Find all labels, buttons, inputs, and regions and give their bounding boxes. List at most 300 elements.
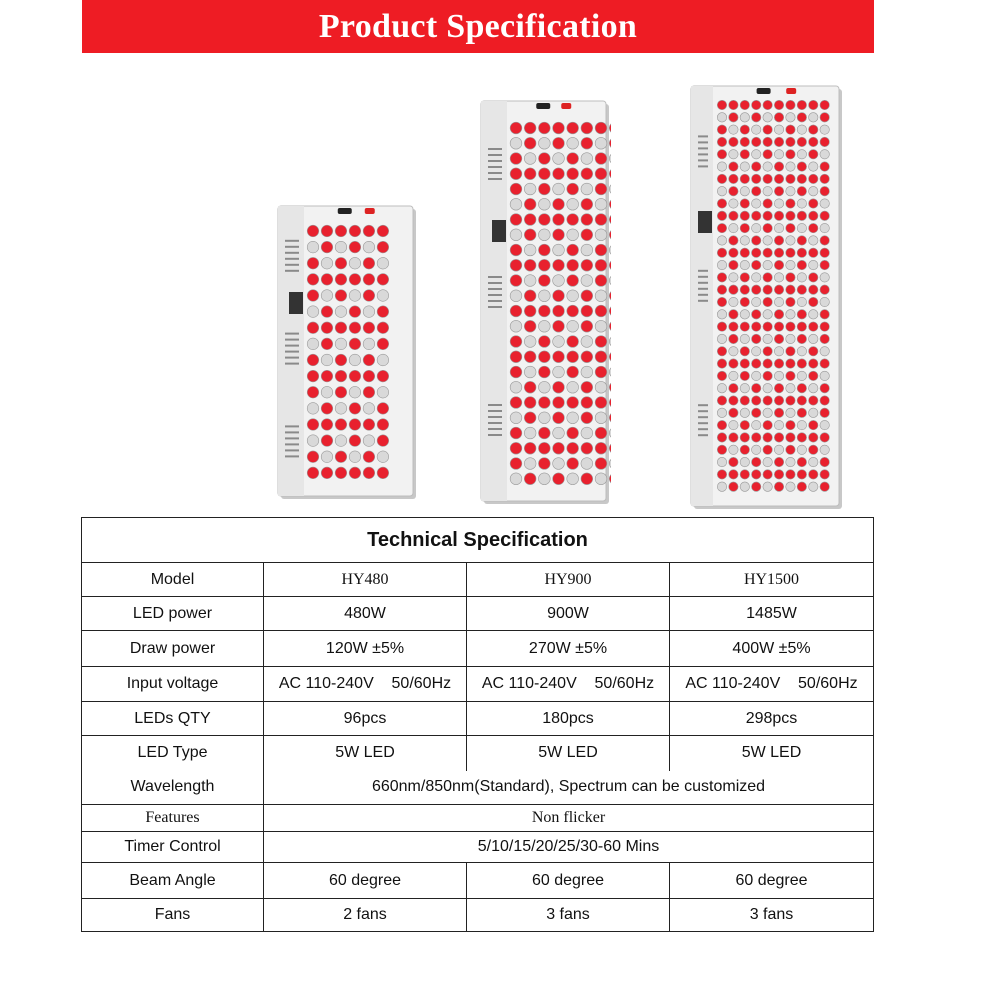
led: [567, 259, 579, 271]
led: [321, 354, 333, 366]
led: [729, 236, 738, 245]
led: [729, 396, 738, 405]
led: [538, 320, 550, 332]
led: [763, 162, 772, 171]
led: [524, 122, 536, 134]
led: [567, 427, 579, 439]
led: [510, 214, 522, 226]
led: [595, 397, 607, 409]
led: [581, 290, 593, 302]
led: [321, 257, 333, 269]
led: [307, 403, 319, 415]
led: [752, 371, 761, 380]
led: [595, 351, 607, 363]
led: [595, 122, 607, 134]
led: [524, 244, 536, 256]
led: [729, 260, 738, 269]
led: [307, 338, 319, 350]
led: [581, 214, 593, 226]
led: [349, 225, 361, 237]
led: [717, 347, 726, 356]
led: [740, 125, 749, 134]
table-row-beam-angle: [82, 863, 874, 899]
cell-value: AC 110-240V 50/60Hz: [670, 667, 874, 702]
led: [809, 162, 818, 171]
technical-specification-table: [81, 517, 874, 932]
led: [729, 470, 738, 479]
led: [809, 310, 818, 319]
led: [717, 285, 726, 294]
led: [809, 371, 818, 380]
led: [717, 470, 726, 479]
led: [524, 229, 536, 241]
led: [567, 442, 579, 454]
led: [349, 306, 361, 318]
led: [820, 433, 829, 442]
led: [809, 334, 818, 343]
led: [717, 310, 726, 319]
led: [786, 285, 795, 294]
cell-value: HY900: [467, 563, 670, 597]
led-panel-graphic: [690, 85, 844, 511]
led: [581, 183, 593, 195]
row-label: LEDs QTY: [82, 702, 264, 736]
led: [717, 482, 726, 491]
led: [809, 125, 818, 134]
cell-value: 2 fans: [264, 899, 467, 932]
led: [377, 338, 389, 350]
led: [510, 305, 522, 317]
led: [752, 150, 761, 159]
led: [377, 403, 389, 415]
led: [335, 386, 347, 398]
led: [729, 273, 738, 282]
led: [307, 386, 319, 398]
led: [377, 290, 389, 302]
led: [729, 223, 738, 232]
led: [809, 396, 818, 405]
led: [774, 137, 783, 146]
led: [581, 397, 593, 409]
row-label: Beam Angle: [82, 863, 264, 899]
led: [717, 199, 726, 208]
led: [717, 150, 726, 159]
row-label: LED power: [82, 597, 264, 631]
led: [581, 244, 593, 256]
led: [510, 320, 522, 332]
led: [553, 214, 565, 226]
led: [797, 371, 806, 380]
led: [567, 137, 579, 149]
cell-value: 298pcs: [670, 702, 874, 736]
led: [538, 275, 550, 287]
led: [786, 322, 795, 331]
led: [774, 322, 783, 331]
led: [609, 229, 611, 241]
led: [820, 359, 829, 368]
led: [363, 225, 375, 237]
cell-value: AC 110-240V 50/60Hz: [467, 667, 670, 702]
led: [752, 482, 761, 491]
led: [820, 174, 829, 183]
led: [820, 347, 829, 356]
led: [740, 150, 749, 159]
header-banner: [82, 0, 874, 53]
led: [321, 419, 333, 431]
led: [538, 137, 550, 149]
led: [820, 322, 829, 331]
led: [595, 427, 607, 439]
led: [567, 198, 579, 210]
cell-value-merged: 5/10/15/20/25/30-60 Mins: [264, 832, 874, 863]
led: [786, 347, 795, 356]
led: [307, 467, 319, 479]
led: [538, 305, 550, 317]
led: [567, 397, 579, 409]
led: [774, 396, 783, 405]
led: [321, 370, 333, 382]
led: [595, 259, 607, 271]
led: [581, 336, 593, 348]
led: [609, 214, 611, 226]
led: [307, 257, 319, 269]
led: [820, 297, 829, 306]
led: [609, 427, 611, 439]
led: [553, 427, 565, 439]
led: [797, 347, 806, 356]
led: [321, 274, 333, 286]
led: [321, 435, 333, 447]
led: [553, 168, 565, 180]
cell-value: HY480: [264, 563, 467, 597]
led: [553, 305, 565, 317]
led: [581, 168, 593, 180]
led: [349, 370, 361, 382]
row-label: Fans: [82, 899, 264, 932]
led: [729, 310, 738, 319]
led: [609, 183, 611, 195]
led: [524, 458, 536, 470]
led: [553, 397, 565, 409]
led: [321, 467, 333, 479]
led: [797, 186, 806, 195]
led: [363, 274, 375, 286]
led: [797, 248, 806, 257]
led: [538, 122, 550, 134]
row-label: Wavelength: [82, 771, 264, 805]
led: [729, 408, 738, 417]
led: [820, 420, 829, 429]
panel-body: [691, 86, 839, 506]
led: [609, 336, 611, 348]
led: [820, 396, 829, 405]
led: [510, 366, 522, 378]
led: [809, 260, 818, 269]
led: [538, 168, 550, 180]
led: [774, 420, 783, 429]
led: [363, 354, 375, 366]
led: [786, 433, 795, 442]
led: [363, 290, 375, 302]
led: [774, 334, 783, 343]
led: [581, 122, 593, 134]
led: [524, 198, 536, 210]
led: [774, 445, 783, 454]
led: [307, 241, 319, 253]
led: [786, 223, 795, 232]
led: [321, 338, 333, 350]
led: [809, 236, 818, 245]
led: [752, 174, 761, 183]
table-title: Technical Specification: [82, 518, 874, 563]
led: [740, 347, 749, 356]
led: [567, 412, 579, 424]
led: [740, 297, 749, 306]
led: [335, 306, 347, 318]
led: [763, 150, 772, 159]
led: [797, 433, 806, 442]
led: [774, 248, 783, 257]
led: [363, 467, 375, 479]
led: [567, 183, 579, 195]
led: [740, 420, 749, 429]
led: [797, 420, 806, 429]
led: [581, 137, 593, 149]
led: [538, 214, 550, 226]
timer-display: [698, 211, 712, 233]
led: [809, 482, 818, 491]
led: [307, 322, 319, 334]
led: [774, 100, 783, 109]
led: [797, 100, 806, 109]
timer-display: [289, 292, 303, 314]
led: [595, 336, 607, 348]
led: [820, 125, 829, 134]
led: [349, 451, 361, 463]
led: [774, 162, 783, 171]
cell-value: 3 fans: [670, 899, 874, 932]
table-row-timer-control: [82, 832, 874, 863]
led: [510, 153, 522, 165]
led: [510, 244, 522, 256]
led: [567, 153, 579, 165]
led: [567, 275, 579, 287]
led: [581, 473, 593, 485]
led: [567, 290, 579, 302]
led: [363, 257, 375, 269]
led: [797, 470, 806, 479]
led: [553, 320, 565, 332]
led: [717, 273, 726, 282]
led: [763, 285, 772, 294]
led: [567, 214, 579, 226]
product-image-hy900: [480, 100, 611, 506]
led: [595, 442, 607, 454]
led: [363, 386, 375, 398]
led: [763, 199, 772, 208]
cell-value: AC 110-240V 50/60Hz: [264, 667, 467, 702]
cell-value: 180pcs: [467, 702, 670, 736]
led: [786, 100, 795, 109]
led: [510, 351, 522, 363]
led: [717, 334, 726, 343]
led: [774, 470, 783, 479]
led: [538, 229, 550, 241]
table-row-led-power: [82, 597, 874, 631]
led: [553, 458, 565, 470]
led: [774, 125, 783, 134]
table-row-fans: [82, 899, 874, 932]
row-label: Input voltage: [82, 667, 264, 702]
led: [524, 168, 536, 180]
led: [763, 137, 772, 146]
led: [729, 248, 738, 257]
led: [786, 470, 795, 479]
led: [820, 236, 829, 245]
led: [581, 351, 593, 363]
led: [307, 274, 319, 286]
led: [524, 153, 536, 165]
led: [717, 445, 726, 454]
led: [609, 381, 611, 393]
led: [763, 125, 772, 134]
led: [786, 260, 795, 269]
led: [717, 211, 726, 220]
led: [786, 162, 795, 171]
led: [763, 371, 772, 380]
led: [797, 125, 806, 134]
led: [740, 285, 749, 294]
led: [729, 347, 738, 356]
led: [774, 211, 783, 220]
led: [609, 458, 611, 470]
led: [763, 482, 772, 491]
led: [740, 396, 749, 405]
led: [307, 354, 319, 366]
led: [809, 113, 818, 122]
led: [786, 396, 795, 405]
row-label: LED Type: [82, 736, 264, 771]
led: [740, 113, 749, 122]
led: [567, 229, 579, 241]
led: [752, 162, 761, 171]
led: [321, 225, 333, 237]
led: [740, 457, 749, 466]
led: [524, 320, 536, 332]
led: [377, 306, 389, 318]
led: [363, 322, 375, 334]
led: [363, 306, 375, 318]
led: [377, 386, 389, 398]
led: [538, 412, 550, 424]
led: [797, 174, 806, 183]
led: [553, 244, 565, 256]
row-label: Draw power: [82, 631, 264, 667]
led: [377, 322, 389, 334]
led: [752, 285, 761, 294]
led: [763, 113, 772, 122]
led: [797, 297, 806, 306]
led: [752, 137, 761, 146]
led: [538, 244, 550, 256]
led: [553, 275, 565, 287]
led: [307, 419, 319, 431]
led: [763, 420, 772, 429]
cell-value: 1485W: [670, 597, 874, 631]
led: [763, 433, 772, 442]
led: [510, 198, 522, 210]
led: [763, 334, 772, 343]
led: [763, 470, 772, 479]
led: [763, 297, 772, 306]
led: [786, 482, 795, 491]
table-row-draw-power: [82, 631, 874, 667]
led: [377, 225, 389, 237]
led: [377, 257, 389, 269]
led: [820, 137, 829, 146]
led: [752, 433, 761, 442]
table-row-leds-qty: [82, 702, 874, 736]
led: [609, 198, 611, 210]
led: [797, 408, 806, 417]
led: [335, 290, 347, 302]
led: [510, 336, 522, 348]
led: [774, 150, 783, 159]
led: [335, 370, 347, 382]
led: [581, 412, 593, 424]
led: [567, 336, 579, 348]
led: [809, 100, 818, 109]
led: [809, 445, 818, 454]
led: [797, 236, 806, 245]
led: [820, 470, 829, 479]
led: [820, 100, 829, 109]
led: [809, 150, 818, 159]
led: [740, 223, 749, 232]
led: [609, 168, 611, 180]
led: [510, 229, 522, 241]
led: [581, 381, 593, 393]
led: [797, 285, 806, 294]
led: [581, 153, 593, 165]
led: [553, 366, 565, 378]
led: [335, 354, 347, 366]
led: [763, 347, 772, 356]
led: [595, 244, 607, 256]
led: [752, 420, 761, 429]
led: [809, 408, 818, 417]
led: [307, 290, 319, 302]
led: [595, 305, 607, 317]
led: [595, 168, 607, 180]
led: [752, 273, 761, 282]
led: [609, 290, 611, 302]
led: [752, 359, 761, 368]
led: [609, 351, 611, 363]
led: [786, 113, 795, 122]
led: [321, 386, 333, 398]
led: [809, 359, 818, 368]
led: [335, 338, 347, 350]
led: [786, 383, 795, 392]
led: [752, 396, 761, 405]
led: [377, 354, 389, 366]
led: [752, 125, 761, 134]
led: [538, 153, 550, 165]
led: [321, 322, 333, 334]
led: [797, 359, 806, 368]
led: [763, 248, 772, 257]
